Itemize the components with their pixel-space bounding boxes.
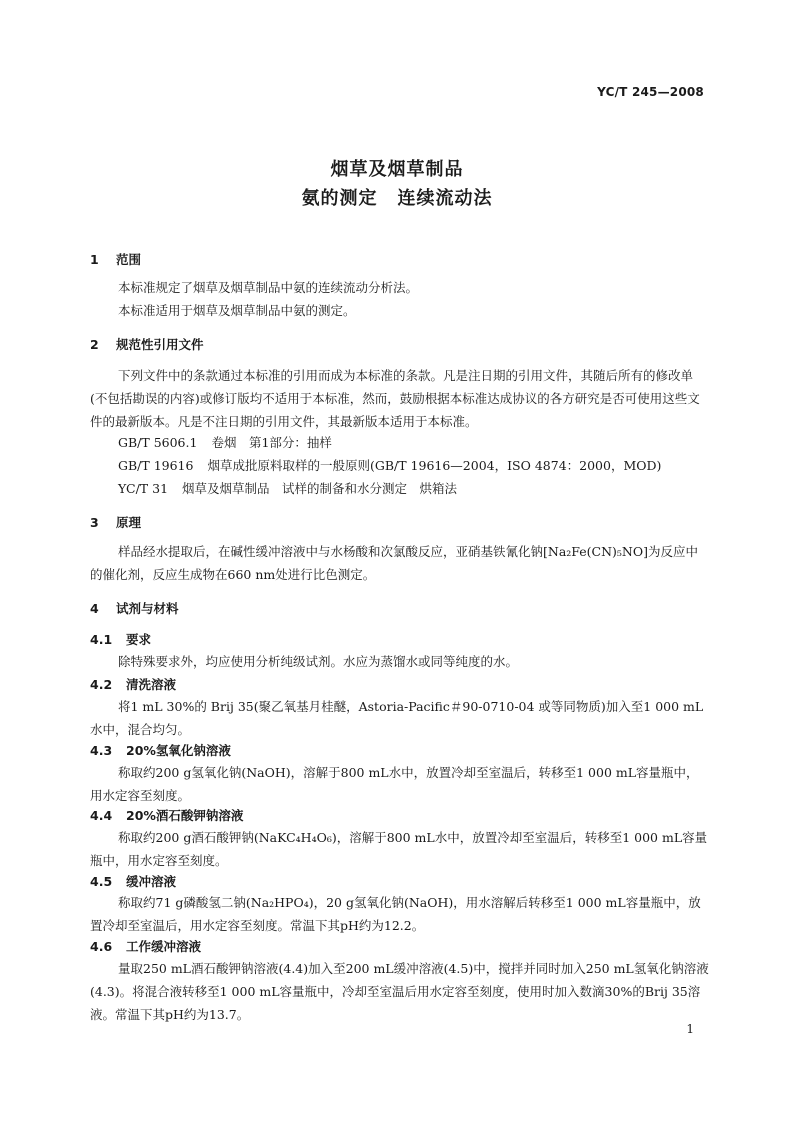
reference-item (118, 456, 661, 474)
section-number: 1 (90, 252, 99, 267)
subsection-4-4-text: 称取约200 g酒石酸钾钠(NaKC₄H₄O₆)，溶解于800 mL水中，放置冷却至室温后，转移至1 000 mL容量瓶中，用水定容至刻度。 (90, 830, 708, 868)
title-part-a: 氨的测定 (301, 188, 378, 209)
section-2-heading (90, 335, 204, 353)
section-1-heading (90, 250, 141, 268)
subsection-title: 要求 (126, 632, 152, 647)
title-part-b: 连续流动法 (397, 188, 493, 209)
section-number: 3 (90, 515, 99, 530)
section-3-heading (90, 513, 141, 531)
reference-item (118, 479, 457, 497)
subsection-number: 4.3 (90, 743, 113, 758)
subsection-number: 4.1 (90, 632, 113, 647)
subsection-number: 4.4 (90, 808, 113, 823)
section-number: 4 (90, 601, 99, 616)
document-title-line1: 烟草及烟草制品 (330, 159, 464, 180)
subsection-4-5-heading (90, 872, 176, 890)
reference-code: YC/T 31 (118, 481, 169, 496)
subsection-title: 工作缓冲溶液 (126, 939, 202, 954)
section-4-heading (90, 599, 179, 617)
page-number: 1 (686, 1022, 694, 1036)
reference-title: 烟草及烟草制品 试样的制备和水分测定 烘箱法 (182, 481, 458, 496)
subsection-4-3-heading (90, 741, 231, 759)
subsection-4-4-heading (90, 806, 243, 824)
section-1-paragraph-2: 本标准适用于烟草及烟草制品中氨的测定。 (118, 303, 356, 318)
subsection-4-2-text: 将1 mL 30%的 Brij 35(聚乙氧基月桂醚，Astoria-Pacific＃90-0710-04 或等同物质)加入至1 000 mL 水中，混合均匀。 (90, 699, 704, 737)
standard-number: YC/T 245—2008 (597, 85, 704, 99)
subsection-title: 清洗溶液 (126, 677, 177, 692)
subsection-title: 20%酒石酸钾钠溶液 (126, 808, 244, 823)
subsection-4-1-heading (90, 630, 151, 648)
section-title: 试剂与材料 (116, 601, 179, 616)
section-title: 规范性引用文件 (116, 337, 204, 352)
subsection-number: 4.2 (90, 677, 113, 692)
reference-item (118, 433, 332, 451)
reference-code: GB/T 5606.1 (118, 435, 198, 450)
section-title: 原理 (116, 515, 142, 530)
subsection-4-1-text: 除特殊要求外，均应使用分析纯级试剂。水应为蒸馏水或同等纯度的水。 (118, 654, 519, 669)
subsection-number: 4.6 (90, 939, 113, 954)
section-3-paragraph-1: 样品经水提取后，在碱性缓冲溶液中与水杨酸和次氯酸反应，亚硝基铁氰化钠[Na₂Fe(CN)₅NO]为反应中的催化剂，反应生成物在660 nm处进行比色测定。 (90, 544, 698, 582)
reference-title: 烟草成批原料取样的一般原则(GB/T 19616—2004，ISO 4874：2000，MOD) (207, 458, 662, 473)
reference-title: 卷烟 第1部分：抽样 (211, 435, 332, 450)
section-number: 2 (90, 337, 99, 352)
subsection-number: 4.5 (90, 874, 113, 889)
subsection-4-5-text: 称取约71 g磷酸氢二钠(Na₂HPO₄)，20 g氢氧化钠(NaOH)，用水溶解后转移至1 000 mL容量瓶中，放置冷却至室温后，用水定容至刻度。常温下其pH约为12.2。 (90, 895, 701, 933)
subsection-4-6-text: 量取250 mL酒石酸钾钠溶液(4.4)加入至200 mL缓冲溶液(4.5)中，搅拌并同时加入250 mL氢氧化钠溶液(4.3)。将混合液转移至1 000 mL容量瓶中，冷却至室温后用水定容至刻度，使用时加入数滴30%的Brij 35溶液。常温下其pH约为13.7。 (90, 961, 709, 1022)
subsection-title: 20%氢氧化钠溶液 (126, 743, 231, 758)
subsection-4-6-heading (90, 937, 201, 955)
document-title-line2 (0, 184, 794, 210)
subsection-4-2-heading (90, 675, 176, 693)
section-2-paragraph-1: 下列文件中的条款通过本标准的引用而成为本标准的条款。凡是注日期的引用文件，其随后所有的修改单(不包括勘误的内容)或修订版均不适用于本标准，然而，鼓励根据本标准达成协议的各方研究是否可使用这些文件的最新版本。凡是不注日期的引用文件，其最新版本适用于本标准。 (90, 368, 700, 429)
reference-code: GB/T 19616 (118, 458, 194, 473)
subsection-4-3-text: 称取约200 g氢氧化钠(NaOH)，溶解于800 mL水中，放置冷却至室温后，转移至1 000 mL容量瓶中，用水定容至刻度。 (90, 765, 699, 803)
section-1-paragraph-1: 本标准规定了烟草及烟草制品中氨的连续流动分析法。 (118, 280, 419, 295)
subsection-title: 缓冲溶液 (126, 874, 177, 889)
section-title: 范围 (116, 252, 142, 267)
